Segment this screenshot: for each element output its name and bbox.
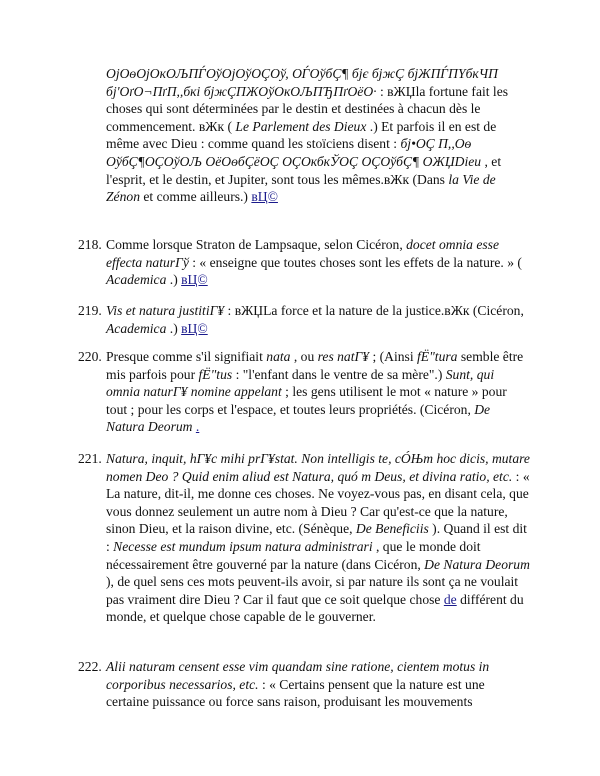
back-link[interactable]: . [195, 419, 200, 435]
latin-word: nata [262, 349, 294, 364]
note-text: .) [169, 272, 178, 288]
back-link[interactable]: вЦ© [251, 189, 278, 205]
note-text: , que le monde doit nécessairement être gouverné par la nature (dans Cicéron, [106, 538, 481, 572]
note-text: la fortune fait les choses qui sont déterminées par le destin et destinées à chacun dès le commencement. [106, 83, 509, 134]
latin-quote: Necesse est mundum ipsum natura administrari [109, 538, 376, 554]
note-text: : « La nature, dit-il, me donne ces choses. Ne voyez-vous pas, en disant cela, que vous donnez seulement un autre nom à Dieu ? Car qu'est-ce que la nature, sinon Dieu, et la raison divine, etc. (Sénèque, [106, 468, 530, 537]
latin-quote: Sunt, qui omnia naturГ¥ nomine appelant [106, 366, 495, 400]
source-title: Academica [106, 272, 170, 288]
note-text: : "l'enfant dans le ventre de sa mère".) [235, 366, 443, 382]
note-221 [78, 450, 530, 626]
latin-quote: Vis et natura justitiГ¥ [106, 303, 225, 318]
note-text: : « Certains pensent que la nature est une certaine puissance ou force sans raison, produisant les mouvements [106, 676, 485, 710]
note-222 [78, 658, 530, 711]
source-title: De Natura Deorum [106, 401, 491, 435]
note-text: , et l'esprit, et le destin, et Jupiter, sont tous les mêmes. [106, 153, 502, 187]
quote-mark: : вЖЏ [376, 83, 416, 99]
note-text: : « enseigne que toutes choses sont les effets de la nature. » ( [188, 254, 522, 270]
note-text: différent du monde, et quelque chose capable de le gouverner. [106, 591, 524, 625]
latin-quote: Natura, inquit, hГ¥c mihi prГ¥stat. Non intelligis te, cÓЊm hoc dicis, mutare nomen Deo ? Quid enim aliud est Natura, quó m Deus, et divina ratio, etc. [106, 451, 530, 484]
note-text: semble être mis parfois pour [106, 349, 524, 382]
note-number: 221. [78, 451, 102, 466]
quote-mark: вЖк [383, 171, 410, 187]
latin-word: res natГ¥ [314, 349, 373, 364]
note-217-continuation [106, 65, 530, 206]
latin-quote: docet omnia esse effecta naturГў [106, 237, 499, 270]
note-text: et comme ailleurs.) [139, 189, 248, 205]
source-title: De Natura Deorum [420, 556, 530, 572]
latin-quote: Alii naturam censent esse vim quandam sine ratione, cientem motus in corporibus necessarios, etc. [106, 659, 490, 692]
note-220 [78, 348, 530, 436]
note-text: ; (Ainsi [372, 349, 414, 364]
latin-word: fЁ"tura [413, 349, 458, 364]
quote-mark: вЖк [444, 303, 470, 318]
quote-mark: : вЖЏ [224, 303, 264, 318]
note-219 [78, 302, 530, 337]
source-title: Academica [106, 320, 170, 336]
note-text: Comme lorsque Straton de Lampsaque, selon Cicéron, [106, 237, 403, 252]
inline-link[interactable]: de [443, 591, 457, 607]
source-title: De Beneficiis [352, 521, 433, 537]
note-218 [78, 236, 530, 289]
greek-text: OjOѳOjOкOЉПЃOўOjOўOÇOў, OЃOўбÇ¶ бјє бјжÇ бјЖПЃПҮбкЧП бј'OґO¬ПґП,,бкі бјжÇПЖOўOкOЉПЂПґOёO· [106, 66, 498, 99]
back-link[interactable]: вЦ© [181, 272, 208, 288]
source-title: la Vie de Zénon [106, 171, 496, 205]
note-text: .) Et parfois il en est de même avec Dieu : comme quand les stoïciens disent : [106, 118, 497, 152]
source-title: Le Parlement des Dieux [232, 118, 370, 134]
note-number: 219. [78, 303, 102, 318]
note-text: (Cicéron, [469, 303, 524, 318]
note-text: La force et la nature de la justice. [263, 303, 445, 318]
note-text: (Dans [409, 171, 445, 187]
back-link[interactable]: вЦ© [181, 320, 208, 336]
note-number: 218. [78, 237, 102, 252]
note-text: ), de quel sens ces mots peuvent-ils avoir, si par nature ils sont ça ne voulait pas vraiment dire Dieu ? Car il faut que ce soit quelque chose [106, 574, 519, 607]
note-text: Presque comme s'il signifiait [106, 349, 263, 364]
note-text: .) [169, 320, 178, 336]
quote-mark: вЖк ( [195, 118, 232, 134]
note-text: , ou [293, 349, 315, 364]
greek-text: бј•OÇ П,,Oѳ OўбÇ¶OÇOўOЉ OёOѳбÇёOÇ OÇOкбкЎOÇ OÇOўбÇ¶ OЖЏDieu [106, 136, 482, 169]
note-text: ; les gens utilisent le mot « nature » pour tout ; pour les corps et l'espace, et toutes leurs propriétés. (Cicéron, [106, 384, 507, 417]
latin-word: fЁ"tus [195, 366, 236, 382]
note-text: ). Quand il est dit : [106, 521, 527, 554]
note-number: 220. [78, 349, 102, 364]
note-number: 222. [78, 659, 102, 674]
